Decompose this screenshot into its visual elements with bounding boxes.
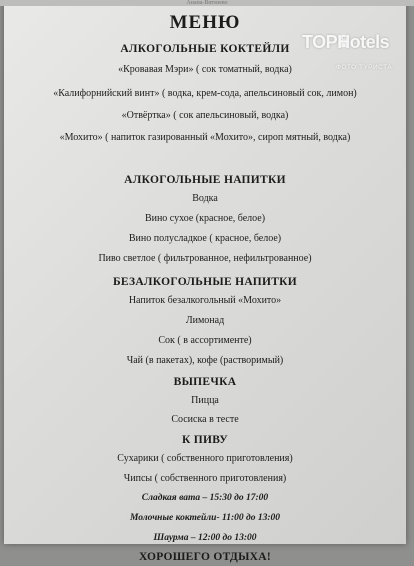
soft-item: Чай (в пакетах), кофе (растворимый) [126, 355, 284, 366]
drink-item: Водка [192, 193, 218, 204]
soft-item: Сок ( в ассортименте) [158, 335, 252, 346]
schedule-item: Сладкая вата – 15:30 до 17:00 [141, 493, 269, 503]
soft-item: Лимонад [185, 315, 225, 326]
drink-item: Вино полусладкое ( красное, белое) [128, 233, 282, 244]
bakery-item: Пицца [191, 395, 219, 406]
schedule-item: Молочные коктейли- 11:00 до 13:00 [129, 513, 281, 523]
cocktail-item: «Отвёртка» ( сок апельсиновый, водка) [121, 110, 289, 121]
schedule-item: Шаурма – 12:00 до 13:00 [153, 533, 257, 543]
drink-item: Вино сухое (красное, белое) [144, 213, 266, 224]
watermark-subtitle: ФОТО ТУРИСТА [336, 64, 393, 71]
tophotels-watermark [302, 32, 410, 76]
soft-item: Напиток безалкогольный «Мохито» [128, 295, 282, 306]
drink-item: Пиво светлое ( фильтрованное, нефильтрованное) [98, 253, 312, 264]
beer-snack-item: Чипсы ( собственного приготовления) [123, 473, 287, 484]
cocktail-item: «Калифорнийский винт» ( водка, крем-сода, апельсиновый сок, лимон) [53, 88, 357, 99]
section-beer-snacks-heading: К ПИВУ [181, 434, 229, 446]
watermark-brand: TOPHotels [302, 32, 390, 52]
section-bakery-heading: ВЫПЕЧКА [173, 376, 237, 388]
beer-snack-item: Сухарики ( собственного приготовления) [117, 453, 293, 464]
cocktail-item: «Мохито» ( напиток газированный «Мохито», сироп мятный, водка) [59, 132, 351, 143]
section-soft-heading: БЕЗАЛКОГОЛЬНЫЕ НАПИТКИ [112, 276, 298, 288]
section-cocktails-heading: АЛКОГОЛЬНЫЕ КОКТЕЙЛИ [120, 43, 290, 55]
menu-content [4, 8, 406, 566]
menu-title: МЕНЮ [169, 12, 241, 33]
cocktail-item: «Кровавая Мэри» ( сок томатный, водка) [118, 64, 292, 75]
section-drinks-heading: АЛКОГОЛЬНЫЕ НАПИТКИ [124, 174, 286, 186]
bakery-item: Сосиска в тесте [171, 414, 239, 425]
header-snippet: Анапа-Витязево [186, 0, 228, 6]
footer-greeting: ХОРОШЕГО ОТДЫХА! [138, 551, 272, 563]
